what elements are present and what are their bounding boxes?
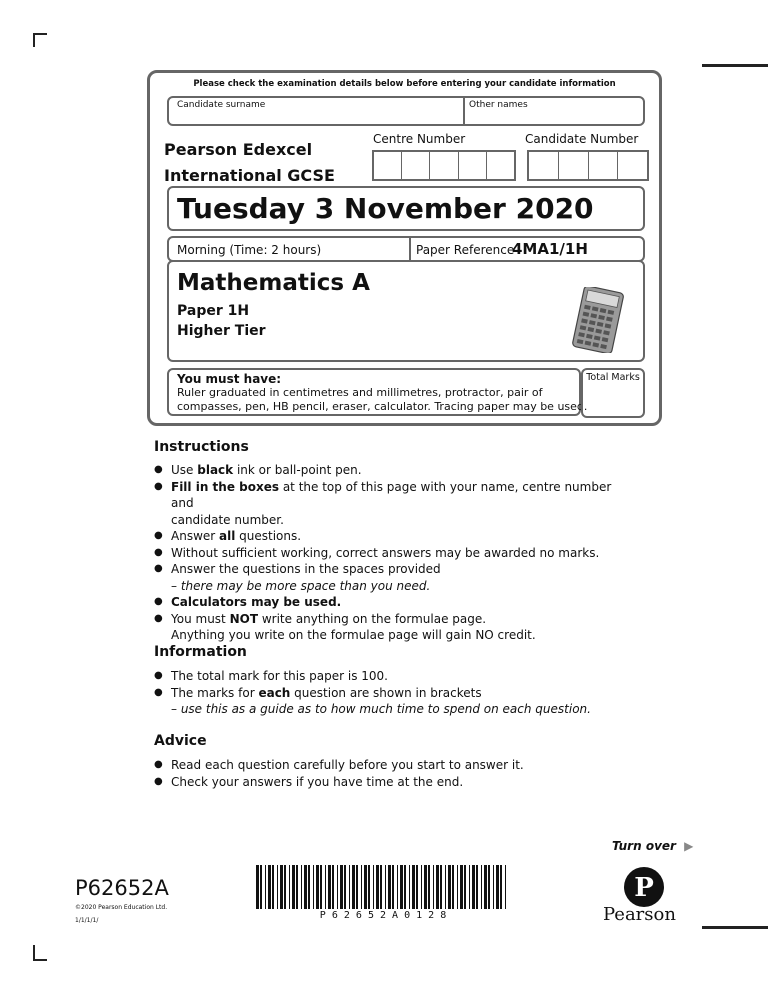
session-box xyxy=(167,236,645,262)
paper-number: Paper 1H xyxy=(177,303,250,319)
paper-reference-label: Paper Reference xyxy=(416,243,515,257)
list-item: ● Check your answers if you have time at the end. xyxy=(154,774,624,791)
must-have-heading: You must have: xyxy=(177,372,282,386)
list-item-continuation: candidate number. xyxy=(171,512,284,527)
list-item: ● Fill in the boxes at the top of this page with your name, centre number and xyxy=(154,479,624,512)
board-name: Pearson Edexcel xyxy=(164,140,313,159)
header-notice: Please check the examination details below before entering your candidate information xyxy=(193,79,616,89)
list-item: ● You must NOT write anything on the formulae page. xyxy=(154,611,624,628)
subject-box xyxy=(167,260,645,362)
crop-mark-top xyxy=(33,33,47,35)
list-item: ● The total mark for this paper is 100. xyxy=(154,668,624,685)
print-code: 1/1/1/1/ xyxy=(75,917,99,924)
calculator-icon xyxy=(564,287,634,353)
margin-bar-bottom xyxy=(702,926,768,929)
list-item: ● Use black ink or ball-point pen. xyxy=(154,462,624,479)
advice-heading: Advice xyxy=(154,733,207,749)
exam-date-box xyxy=(167,186,645,231)
must-have-line: Ruler graduated in centimetres and millimetres, protractor, pair of xyxy=(177,386,543,399)
other-names-label: Other names xyxy=(469,100,528,110)
exam-date: Tuesday 3 November 2020 xyxy=(177,192,594,225)
paper-reference-code: 4MA1/1H xyxy=(512,240,588,258)
list-item: ● Answer the questions in the spaces provided xyxy=(154,561,624,578)
tier-label: Higher Tier xyxy=(177,323,266,339)
turn-over-label: Turn over ▶ xyxy=(612,839,694,853)
information-heading: Information xyxy=(154,644,247,660)
copyright: ©2020 Pearson Education Ltd. xyxy=(75,904,168,911)
list-item: ● Calculators may be used. xyxy=(154,594,624,611)
candidate-name-box[interactable] xyxy=(167,96,645,126)
svg-text:P: P xyxy=(634,873,654,903)
centre-number-boxes[interactable] xyxy=(372,150,516,181)
must-have-line: compasses, pen, HB pencil, eraser, calculator. Tracing paper may be used. xyxy=(177,400,588,413)
play-arrow-icon: ▶ xyxy=(684,839,694,853)
list-item-continuation: Anything you write on the formulae page will gain NO credit. xyxy=(171,628,536,642)
total-marks-label: Total Marks xyxy=(586,372,640,383)
pearson-wordmark: Pearson xyxy=(603,904,676,925)
cover-frame xyxy=(147,70,662,426)
margin-bar-top xyxy=(702,64,768,67)
list-item-continuation: – use this as a guide as to how much time to spend on each question. xyxy=(171,702,591,716)
pearson-logo-icon xyxy=(623,866,665,908)
must-have-text xyxy=(177,386,587,414)
candidate-number-label: Candidate Number xyxy=(525,132,639,146)
subject-title: Mathematics A xyxy=(177,270,370,296)
paper-code: P62652A xyxy=(75,876,169,900)
barcode-text: P 6 2 6 5 2 A 0 1 2 8 xyxy=(319,910,447,921)
information-list xyxy=(154,668,624,718)
qualification-name: International GCSE xyxy=(164,166,335,185)
list-item: ● The marks for each question are shown in brackets xyxy=(154,685,624,702)
advice-list xyxy=(154,757,624,790)
candidate-number-boxes[interactable] xyxy=(527,150,649,181)
centre-number-label: Centre Number xyxy=(373,132,466,146)
list-item-continuation: – there may be more space than you need. xyxy=(171,578,431,593)
total-marks-box[interactable] xyxy=(581,368,645,418)
equipment-box xyxy=(167,368,588,416)
crop-mark-top xyxy=(33,33,35,47)
instructions-heading: Instructions xyxy=(154,439,249,455)
instructions-list xyxy=(154,462,624,644)
list-item: ● Answer all questions. xyxy=(154,528,624,545)
list-item: ● Without sufficient working, correct answers may be awarded no marks. xyxy=(154,545,624,562)
barcode xyxy=(256,865,510,911)
list-item: ● Read each question carefully before you start to answer it. xyxy=(154,757,624,774)
session-time: Morning (Time: 2 hours) xyxy=(177,243,322,257)
crop-mark-bottom xyxy=(33,959,47,961)
candidate-surname-label: Candidate surname xyxy=(177,100,266,110)
